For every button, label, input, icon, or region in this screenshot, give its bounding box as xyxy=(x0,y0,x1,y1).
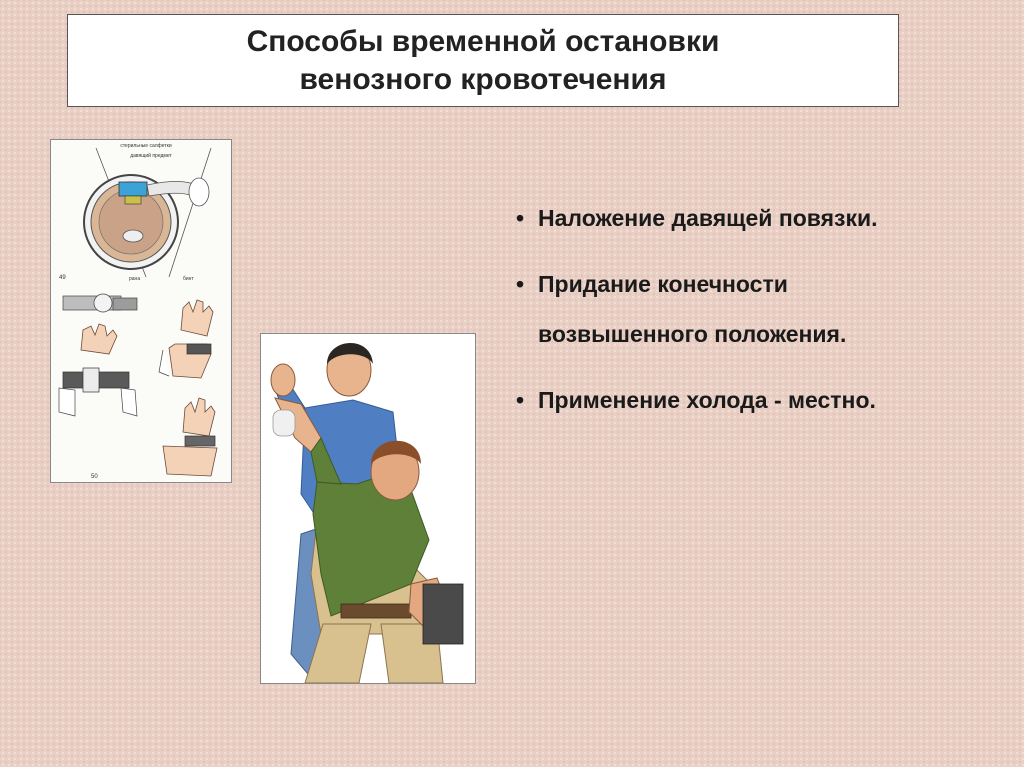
bullet-text: Придание конечности xyxy=(538,271,788,297)
label-object: давящий предмет xyxy=(130,153,172,159)
bullet-item-cold xyxy=(516,375,996,425)
page-number-50: 50 xyxy=(91,474,98,480)
bullet-text: Применение холода - местно. xyxy=(538,387,876,413)
pressure-bandage-illustration xyxy=(50,139,232,483)
title-line-2: венозного кровотечения xyxy=(299,62,667,96)
bullet-marker: • xyxy=(516,271,525,297)
bullet-list xyxy=(516,193,996,425)
limb-elevation-illustration xyxy=(260,333,476,684)
bullet-text: Наложение давящей повязки. xyxy=(538,205,878,231)
label-wound: рана xyxy=(129,276,141,282)
bullet-marker: • xyxy=(516,387,525,413)
label-bandage: бинт xyxy=(183,276,194,282)
pressure-bandage-drawing xyxy=(51,140,231,482)
page-number-49: 49 xyxy=(59,275,66,281)
label-napkins: стерильные салфетки xyxy=(120,143,172,149)
bullet-marker: • xyxy=(516,205,525,231)
bullet-text-continuation: возвышенного положения. xyxy=(538,321,847,347)
limb-elevation-drawing xyxy=(261,334,475,683)
bullet-item-pressure-bandage xyxy=(516,193,996,243)
title-line-1: Способы временной остановки xyxy=(246,24,720,58)
title-box xyxy=(67,14,899,107)
bullet-item-elevation xyxy=(516,259,996,359)
